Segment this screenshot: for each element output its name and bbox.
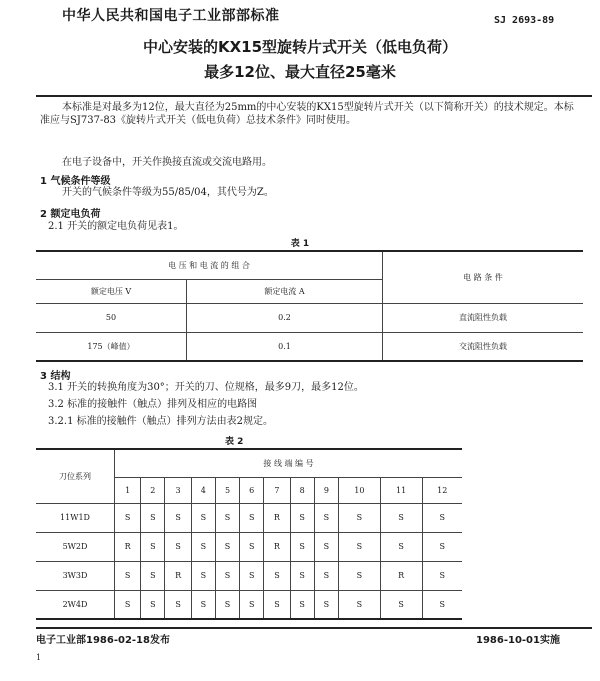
table-cell: S bbox=[191, 532, 215, 561]
table-cell: S bbox=[314, 503, 338, 532]
intro-paragraph: 本标准是对最多为12位，最大直径为25mm的中心安装的KX15型旋转片式开关（以下简称开关）的技术规定。本标准应与SJ737-83《旋转片式开关（低电负荷）总技术条件》同时使用。 bbox=[40, 102, 574, 126]
table-2-header-terminals: 接 线 端 编 号 bbox=[115, 449, 463, 477]
table-cell: S bbox=[338, 590, 380, 619]
table-1-col-current: 额定电流 A bbox=[187, 279, 383, 303]
table-cell: S bbox=[422, 503, 462, 532]
table-cell: S bbox=[165, 590, 191, 619]
terminal-number: 8 bbox=[290, 477, 314, 503]
terminal-number: 9 bbox=[314, 477, 338, 503]
terminal-number: 2 bbox=[141, 477, 165, 503]
footer-divider bbox=[36, 627, 592, 629]
table-cell: S bbox=[290, 503, 314, 532]
table-cell: R bbox=[264, 532, 290, 561]
table-cell: R bbox=[165, 561, 191, 590]
section-3-heading: 3 结构 bbox=[40, 371, 71, 382]
series-name: 3W3D bbox=[36, 561, 115, 590]
table-cell: S bbox=[115, 503, 141, 532]
table-cell: S bbox=[141, 561, 165, 590]
issue-date: 电子工业部1986-02-18发布 bbox=[36, 635, 170, 646]
section-1-text: 开关的气候条件等级为55/85/04，其代号为Z。 bbox=[62, 187, 274, 198]
table-1-caption: 表 1 bbox=[290, 239, 310, 249]
terminal-number: 5 bbox=[215, 477, 239, 503]
page-number: 1 bbox=[36, 653, 42, 662]
table-cell: S bbox=[264, 561, 290, 590]
table-cell: S bbox=[115, 561, 141, 590]
series-name: 5W2D bbox=[36, 532, 115, 561]
table-cell: R bbox=[380, 561, 422, 590]
standard-number: SJ 2693-89 bbox=[494, 15, 555, 26]
section-2-heading: 2 额定电负荷 bbox=[40, 209, 101, 220]
document-title-line1: 中心安装的KX15型旋转片式开关（低电负荷） bbox=[142, 38, 458, 56]
effective-date: 1986-10-01实施 bbox=[476, 635, 560, 646]
document-title-line2: 最多12位、最大直径25毫米 bbox=[204, 63, 396, 81]
section-1-heading: 1 气候条件等级 bbox=[40, 176, 111, 187]
section-3-2-1-text: 3.2.1 标准的接触件（触点）排列方法由表2规定。 bbox=[48, 416, 273, 427]
table-cell: S bbox=[422, 532, 462, 561]
table-cell: S bbox=[240, 532, 264, 561]
table-1-header-group: 电 压 和 电 流 的 组 合 bbox=[36, 251, 383, 279]
table-cell: 交流阻性负载 bbox=[383, 332, 584, 361]
table-cell: S bbox=[165, 503, 191, 532]
table-cell: S bbox=[215, 590, 239, 619]
table-2 bbox=[36, 448, 462, 620]
table-row bbox=[36, 303, 583, 332]
terminal-number: 11 bbox=[380, 477, 422, 503]
usage-paragraph: 在电子设备中，开关作换接直流或交流电路用。 bbox=[62, 157, 272, 168]
table-cell: S bbox=[338, 561, 380, 590]
table-cell: 0.1 bbox=[187, 332, 383, 361]
table-cell: S bbox=[422, 561, 462, 590]
table-cell: S bbox=[314, 561, 338, 590]
table-row bbox=[36, 332, 583, 361]
table-cell: S bbox=[422, 590, 462, 619]
table-cell: S bbox=[215, 503, 239, 532]
table-cell: S bbox=[141, 590, 165, 619]
table-cell: S bbox=[191, 503, 215, 532]
table-1-col-voltage: 额定电压 V bbox=[36, 279, 187, 303]
table-cell: S bbox=[264, 590, 290, 619]
section-2-1-text: 2.1 开关的额定电负荷见表1。 bbox=[48, 221, 184, 232]
terminal-number: 1 bbox=[115, 477, 141, 503]
table-row bbox=[36, 503, 462, 532]
series-name: 2W4D bbox=[36, 590, 115, 619]
table-cell: S bbox=[380, 532, 422, 561]
table-cell: S bbox=[165, 532, 191, 561]
table-cell: S bbox=[380, 590, 422, 619]
table-cell: S bbox=[338, 503, 380, 532]
table-cell: S bbox=[215, 532, 239, 561]
table-cell: S bbox=[141, 532, 165, 561]
table-cell: 50 bbox=[36, 303, 187, 332]
table-cell: 175（峰值） bbox=[36, 332, 187, 361]
table-cell: S bbox=[314, 532, 338, 561]
table-cell: S bbox=[141, 503, 165, 532]
table-cell: S bbox=[240, 503, 264, 532]
table-cell: S bbox=[240, 590, 264, 619]
terminal-number: 4 bbox=[191, 477, 215, 503]
table-cell: S bbox=[338, 532, 380, 561]
table-cell: S bbox=[290, 561, 314, 590]
terminal-number: 6 bbox=[240, 477, 264, 503]
table-row bbox=[36, 561, 462, 590]
table-cell: R bbox=[115, 532, 141, 561]
table-2-col-series: 刀位系列 bbox=[36, 449, 115, 503]
title-divider bbox=[36, 95, 592, 97]
table-1-header-circuit: 电 路 条 件 bbox=[383, 251, 584, 303]
table-cell: S bbox=[290, 532, 314, 561]
table-cell: S bbox=[380, 503, 422, 532]
table-cell: S bbox=[191, 561, 215, 590]
table-cell: 直流阻性负载 bbox=[383, 303, 584, 332]
terminal-number: 7 bbox=[264, 477, 290, 503]
table-cell: S bbox=[314, 590, 338, 619]
table-cell: S bbox=[215, 561, 239, 590]
terminal-number: 10 bbox=[338, 477, 380, 503]
table-1 bbox=[36, 250, 583, 362]
table-cell: S bbox=[115, 590, 141, 619]
table-row bbox=[36, 532, 462, 561]
table-cell: 0.2 bbox=[187, 303, 383, 332]
table-cell: S bbox=[191, 590, 215, 619]
table-cell: S bbox=[290, 590, 314, 619]
table-cell: R bbox=[264, 503, 290, 532]
table-2-caption: 表 2 bbox=[225, 437, 244, 447]
series-name: 11W1D bbox=[36, 503, 115, 532]
section-3-1-text: 3.1 开关的转换角度为30°；开关的刀、位规格，最多9刀，最多12位。 bbox=[48, 382, 364, 393]
table-cell: S bbox=[240, 561, 264, 590]
terminal-number: 12 bbox=[422, 477, 462, 503]
section-3-2-text: 3.2 标准的接触件（触点）排列及相应的电路图 bbox=[48, 399, 258, 410]
table-row bbox=[36, 590, 462, 619]
terminal-number: 3 bbox=[165, 477, 191, 503]
standard-org: 中华人民共和国电子工业部部标准 bbox=[62, 8, 280, 24]
